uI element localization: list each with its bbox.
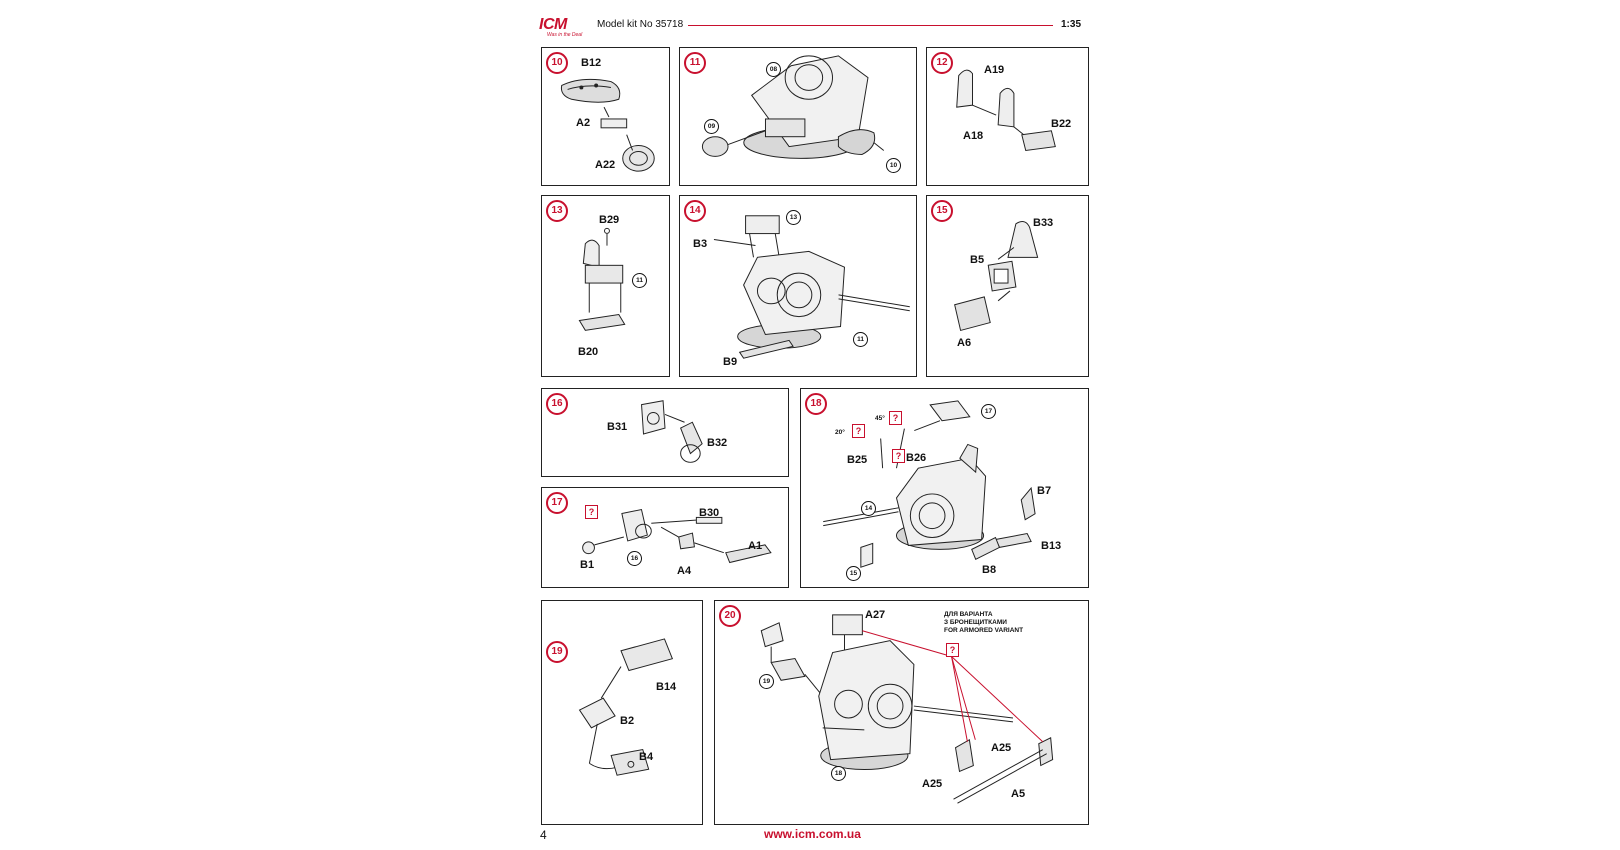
kit-scale: 1:35	[1061, 19, 1082, 30]
note-line: ДЛЯ ВАРІАНТА	[944, 611, 993, 618]
part-label: B33	[1033, 217, 1054, 229]
step-number: 19	[546, 641, 568, 663]
part-label: B29	[599, 214, 620, 226]
part-label: B26	[906, 452, 927, 464]
step-17-panel	[541, 487, 789, 588]
part-label: B32	[707, 437, 728, 449]
step-15-panel	[926, 195, 1089, 377]
website-link[interactable]: www.icm.com.ua	[764, 827, 861, 841]
armored-variant-note	[944, 611, 1023, 635]
icm-logo	[539, 18, 593, 38]
note-line: FOR ARMORED VARIANT	[944, 627, 1024, 634]
angle-label: 20°	[835, 429, 845, 436]
part-label: B8	[982, 564, 997, 576]
ref-circle: 08	[766, 62, 781, 77]
ref-circle: 10	[886, 158, 901, 173]
step-19-panel	[541, 600, 703, 825]
part-label: B13	[1041, 540, 1062, 552]
note-line: З БРОНЕЩИТКАМИ	[944, 619, 1007, 626]
optional-part-mark: ?	[889, 411, 902, 425]
part-label: B2	[620, 715, 635, 727]
part-label: B4	[639, 751, 654, 763]
part-label: B12	[581, 57, 602, 69]
step-16-drawing	[542, 389, 788, 476]
part-label: A5	[1011, 788, 1026, 800]
step-number: 20	[719, 605, 741, 627]
step-number: 13	[546, 200, 568, 222]
page-number: 4	[540, 828, 547, 842]
step-13-panel	[541, 195, 670, 377]
part-label: A1	[748, 540, 763, 552]
step-20-panel	[714, 600, 1089, 825]
logo-word: ICM	[539, 16, 567, 33]
part-label: B9	[723, 356, 738, 368]
part-label: B14	[656, 681, 677, 693]
part-label: B30	[699, 507, 720, 519]
ref-circle: 18	[831, 766, 846, 781]
part-label: B3	[693, 238, 708, 250]
step-12-panel	[926, 47, 1089, 186]
part-label: A25	[991, 742, 1012, 754]
ref-circle: 14	[861, 501, 876, 516]
part-label: B1	[580, 559, 595, 571]
step-number: 15	[931, 200, 953, 222]
part-label: A18	[963, 130, 984, 142]
step-number: 17	[546, 492, 568, 514]
ref-circle: 15	[846, 566, 861, 581]
ref-circle: 17	[981, 404, 996, 419]
step-15-drawing	[927, 196, 1088, 376]
part-label: B7	[1037, 485, 1052, 497]
part-label: A22	[595, 159, 616, 171]
step-14-panel	[679, 195, 917, 377]
step-20-drawing	[715, 601, 1088, 824]
optional-part-mark: ?	[892, 449, 905, 463]
part-label: A25	[922, 778, 943, 790]
part-label: A6	[957, 337, 972, 349]
step-number: 12	[931, 52, 953, 74]
ref-circle: 13	[786, 210, 801, 225]
part-label: B22	[1051, 118, 1072, 130]
step-11-drawing	[680, 48, 916, 185]
step-number: 10	[546, 52, 568, 74]
part-label: A4	[677, 565, 692, 577]
ref-circle: 09	[704, 119, 719, 134]
ref-circle: 16	[627, 551, 642, 566]
step-number: 18	[805, 393, 827, 415]
part-label: A27	[865, 609, 886, 621]
optional-part-mark: ?	[946, 643, 959, 657]
step-18-panel	[800, 388, 1089, 588]
part-label: B25	[847, 454, 868, 466]
part-label: B5	[970, 254, 985, 266]
step-19-drawing	[542, 601, 702, 824]
step-number: 11	[684, 52, 706, 74]
part-label: B20	[578, 346, 599, 358]
part-label: A2	[576, 117, 591, 129]
ref-circle: 11	[632, 273, 647, 288]
step-11-panel	[679, 47, 917, 186]
logo-tagline: Was in the Deal	[547, 32, 583, 38]
optional-part-mark: ?	[585, 505, 598, 519]
angle-label: 45°	[875, 415, 885, 422]
part-label: A19	[984, 64, 1005, 76]
ref-circle: 11	[853, 332, 868, 347]
step-17-drawing	[542, 488, 788, 587]
optional-part-mark: ?	[852, 424, 865, 438]
step-16-panel	[541, 388, 789, 477]
step-number: 14	[684, 200, 706, 222]
ref-circle: 19	[759, 674, 774, 689]
header-rule	[688, 25, 1053, 26]
step-10-panel	[541, 47, 670, 186]
part-label: B31	[607, 421, 628, 433]
step-number: 16	[546, 393, 568, 415]
kit-title: Model kit No 35718	[597, 19, 684, 30]
